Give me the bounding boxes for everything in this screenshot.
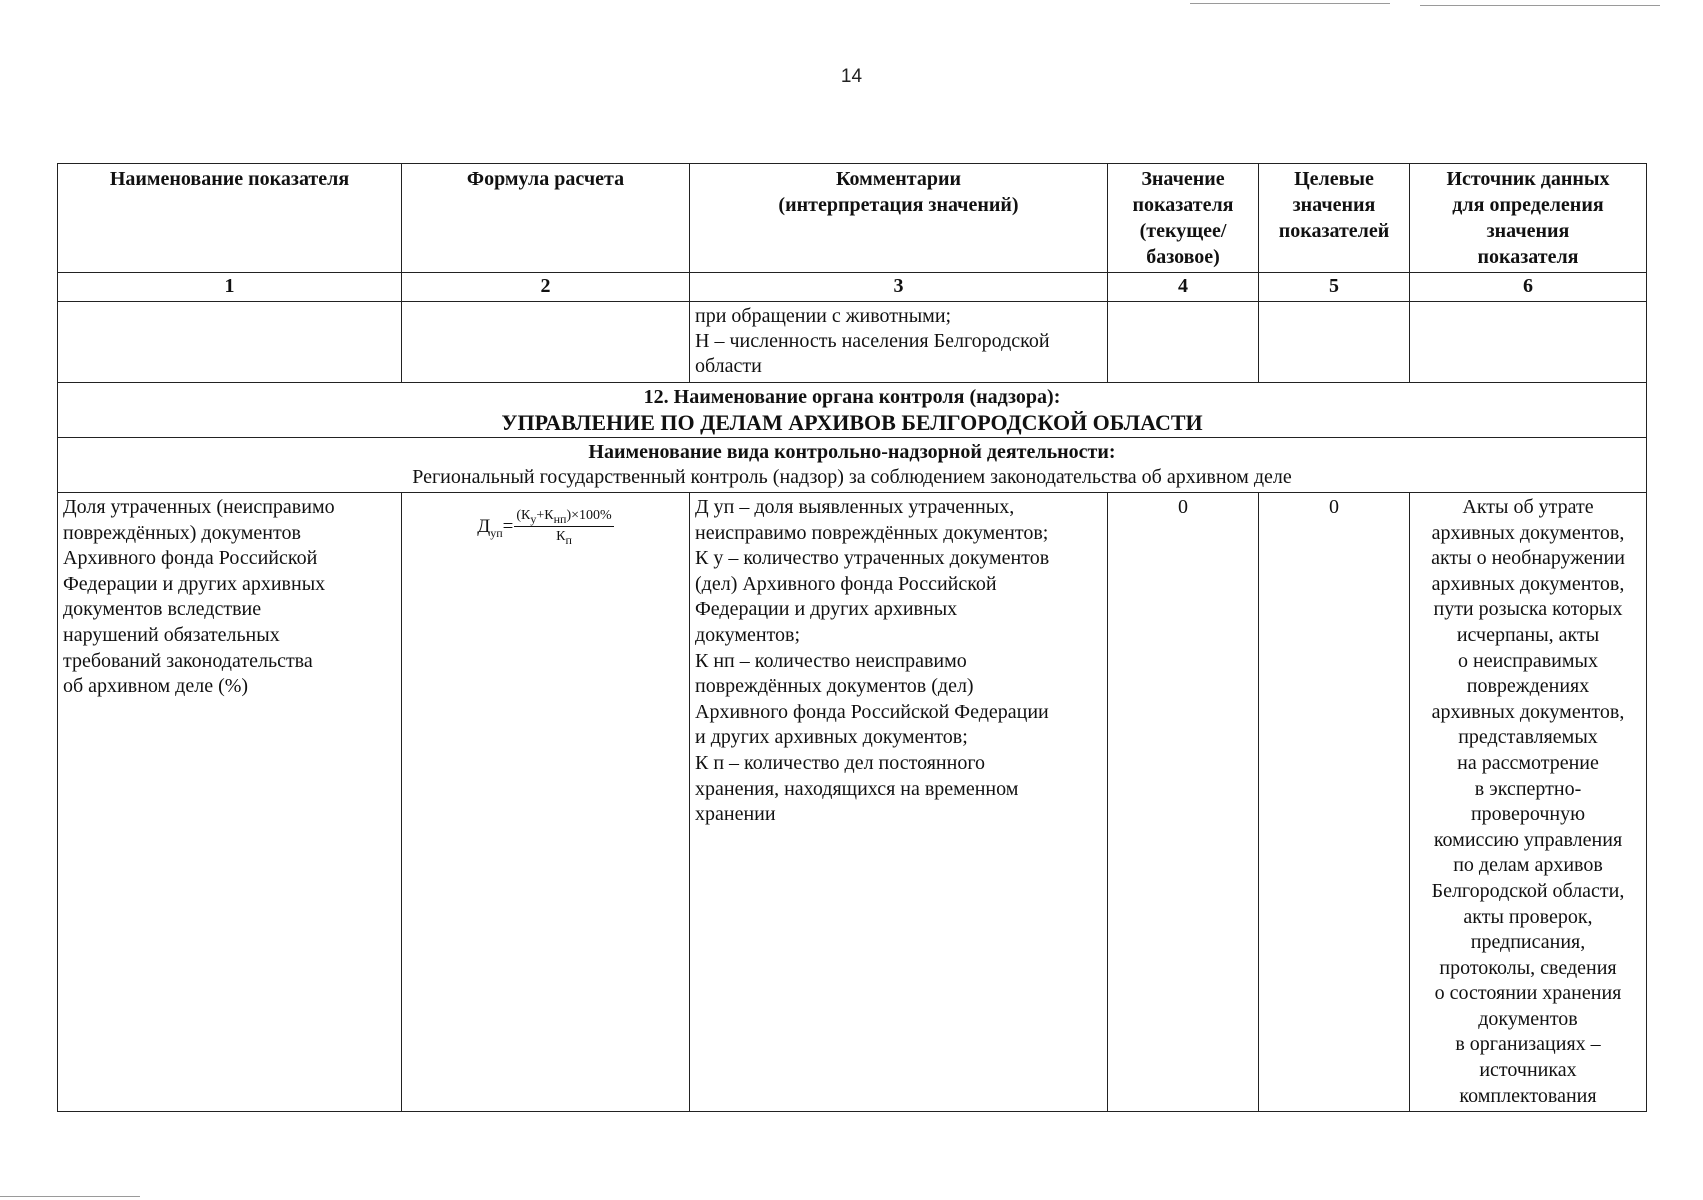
source-line: повреждениях [1466,675,1590,698]
indicator-row [58,493,1647,1112]
continuation-comment [690,302,1108,383]
indicator-name-line: Архивного фонда Российской [63,547,318,570]
header-value-line: Значение [1141,168,1225,190]
formula-cell [402,493,690,1112]
header-value [1108,164,1259,273]
indicator-table [57,163,1647,1112]
formula-num-part: +К [536,508,554,523]
header-value-line: показателя [1132,194,1234,216]
source-line: архивных документов, [1431,700,1625,723]
source-line: архивных документов, [1431,572,1625,595]
formula-num-part: )×100% [566,508,612,523]
header-target-line: показателей [1278,220,1390,242]
indicator-name-line: Доля утраченных (неисправимо [63,496,335,518]
header-indicator-name: Наименование показателя [58,164,402,273]
column-number: 6 [1410,273,1647,302]
header-value-line: базовое) [1146,246,1220,268]
indicator-comments [690,493,1108,1112]
header-comments-line: Комментарии [835,168,961,190]
formula [477,507,613,546]
header-source [1410,164,1647,273]
activity-kind-value: Региональный государственный контроль (надзор) за соблюдением законодательства об архивном деле [412,466,1292,488]
continuation-cell-empty [1410,302,1647,383]
header-source-line: Источник данных [1446,168,1610,190]
column-number: 5 [1259,273,1410,302]
continuation-line: области [695,355,762,377]
column-number: 2 [402,273,690,302]
comment-line: К нп – количество неисправимо [695,649,967,672]
header-comments [690,164,1108,273]
indicator-name-line: об архивном деле (%) [63,675,249,698]
formula-denominator [556,527,572,546]
source-line: о состоянии хранения [1434,982,1622,1005]
indicator-name-line: документов вследствие [63,598,262,621]
comment-line: и других архивных документов; [695,726,968,749]
continuation-cell-empty [1259,302,1410,383]
indicator-name-line: Федерации и других архивных [63,572,326,595]
continuation-row [58,302,1647,383]
section-title: 12. Наименование органа контроля (надзора): [643,386,1061,408]
comment-line: документов; [695,623,801,646]
scan-artifact-bottom [0,1196,140,1197]
header-source-line: значения [1486,220,1570,242]
activity-kind [58,438,1647,493]
source-line: Акты об утрате [1462,496,1594,518]
source-line: протоколы, сведения [1439,956,1617,979]
header-comments-line: (интерпретация значений) [778,194,1019,216]
indicator-target: 0 [1259,493,1410,1112]
column-number: 1 [58,273,402,302]
indicator-name-line: повреждённых) документов [63,521,301,544]
header-source-line: для определения [1452,194,1604,216]
formula-num-sub: у [530,511,537,526]
source-line: по делам архивов [1453,854,1603,877]
activity-kind-row [58,438,1647,493]
source-line: Белгородской области, [1431,879,1625,902]
indicator-name-line: требований законодательства [63,649,313,672]
source-line: комиссию управления [1433,828,1623,851]
source-line: источниках [1479,1059,1577,1082]
header-target-line: значения [1292,194,1376,216]
continuation-cell-empty [402,302,690,383]
source-line: о неисправимых [1458,649,1598,672]
continuation-line: при обращении с животными; [695,305,952,327]
header-formula: Формула расчета [402,164,690,273]
formula-lhs-sub: уп [490,525,503,540]
header-target [1259,164,1410,273]
formula-num-sub: нп [553,511,567,526]
source-line: представляемых [1458,726,1598,749]
section-header-row [58,383,1647,438]
comment-line: повреждённых документов (дел) [695,675,974,698]
continuation-line: Н – численность населения Белгородской [695,330,1050,352]
comment-line: хранении [695,803,776,826]
comment-line: хранения, находящихся на временном [695,777,1019,800]
header-source-line: показателя [1477,246,1579,268]
source-line: на рассмотрение [1457,751,1599,774]
header-value-line: (текущее/ [1139,220,1227,242]
source-line: проверочную [1470,803,1586,826]
column-number: 4 [1108,273,1259,302]
source-line: исчерпаны, акты [1456,623,1600,646]
comment-line: Архивного фонда Российской Федерации [695,700,1049,723]
source-line: акты проверок, [1463,905,1593,928]
indicator-name [58,493,402,1112]
continuation-cell-empty [58,302,402,383]
header-target-line: Целевые [1294,168,1374,190]
source-line: архивных документов, [1431,521,1625,544]
formula-lhs [477,514,502,540]
comment-line: (дел) Архивного фонда Российской [695,572,997,595]
section-authority: УПРАВЛЕНИЕ ПО ДЕЛАМ АРХИВОВ БЕЛГОРОДСКОЙ ОБЛАСТИ [501,410,1203,435]
formula-den-symbol: К [556,529,566,544]
page-number: 14 [840,66,863,87]
formula-lhs-symbol: Д [477,515,491,537]
scan-artifact-top [1190,3,1390,4]
comment-line: Федерации и других архивных [695,598,958,621]
section-header [58,383,1647,438]
indicator-source [1410,493,1647,1112]
comment-line: К у – количество утраченных документов [695,547,1050,570]
indicator-name-line: нарушений обязательных [63,623,280,646]
source-line: комплектования [1459,1084,1597,1107]
source-line: документов [1478,1007,1578,1030]
formula-den-sub: п [565,532,572,547]
formula-equals: = [502,515,514,537]
formula-num-part: (К [516,508,531,523]
comment-line: К п – количество дел постоянного [695,751,986,774]
source-line: в организациях – [1455,1033,1601,1056]
comment-line: Д уп – доля выявленных утраченных, [695,496,1015,518]
comment-line: неисправимо повреждённых документов; [695,521,1049,544]
source-line: в экспертно- [1474,777,1582,800]
column-number: 3 [690,273,1108,302]
activity-kind-title: Наименование вида контрольно-надзорной деятельности: [588,441,1116,463]
column-number-row [58,273,1647,302]
source-line: предписания, [1470,931,1586,954]
continuation-cell-empty [1108,302,1259,383]
formula-fraction [514,507,613,546]
indicator-value: 0 [1108,493,1259,1112]
source-line: акты о необнаружении [1431,547,1625,570]
formula-numerator [514,507,613,527]
source-line: пути розыска которых [1433,598,1623,621]
header-row [58,164,1647,273]
scan-artifact-top-2 [1420,5,1660,6]
